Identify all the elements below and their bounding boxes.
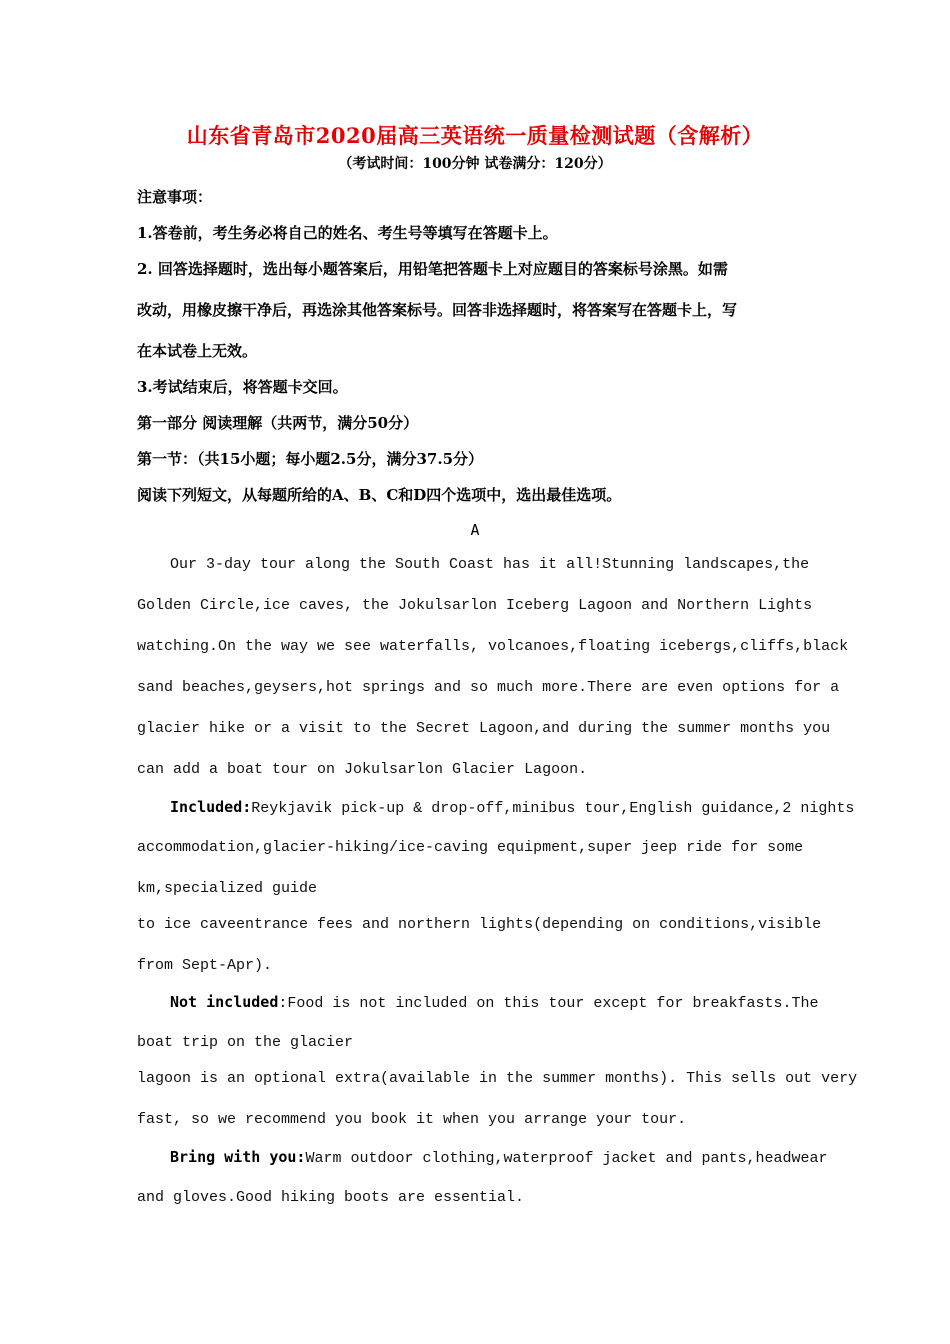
passage-line: and gloves.Good hiking boots are essential. bbox=[137, 1189, 525, 1206]
passage-line: Our 3-day tour along the South Coast has it all!Stunning landscapes,the bbox=[170, 556, 810, 573]
passage-line: can add a boat tour on Jokulsarlon Glacier Lagoon. bbox=[137, 761, 588, 778]
section1-heading: 第一节：（共15小题；每小题2.5分，满分37.5分） bbox=[137, 450, 484, 468]
reading-instruction: 阅读下列短文，从每题所给的A、B、C和D四个选项中，选出最佳选项。 bbox=[137, 486, 622, 504]
passage-line: watching.On the way we see waterfalls, volcanoes,floating icebergs,cliffs,black bbox=[137, 638, 849, 655]
passage-line: fast, so we recommend you book it when you arrange your tour. bbox=[137, 1111, 687, 1128]
passage-line: to ice caveentrance fees and northern lights(depending on conditions,visible bbox=[137, 916, 822, 933]
included-text: Reykjavik pick-up & drop-off,minibus tour,English guidance,2 nights bbox=[251, 800, 855, 817]
passage-line: boat trip on the glacier bbox=[137, 1034, 354, 1051]
note-line-2c: 在本试卷上无效。 bbox=[137, 342, 258, 360]
passage-line: km,specialized guide bbox=[137, 880, 318, 897]
exam-info: （考试时间：100分钟 试卷满分：120分） bbox=[338, 156, 612, 172]
included-line bbox=[170, 798, 854, 817]
note-line-1: 1.答卷前，考生务必将自己的姓名、考生号等填写在答题卡上。 bbox=[137, 224, 558, 242]
part1-heading: 第一部分 阅读理解（共两节，满分50分） bbox=[137, 414, 419, 432]
passage-line: accommodation,glacier-hiking/ice-caving equipment,super jeep ride for some bbox=[137, 839, 804, 856]
notes-heading: 注意事项： bbox=[137, 188, 213, 206]
document-title: 山东省青岛市2020届高三英语统一质量检测试题（含解析） bbox=[186, 123, 764, 148]
passage-line: lagoon is an optional extra(available in the summer months). This sells out very bbox=[137, 1070, 858, 1087]
bring-label: Bring with you: bbox=[170, 1148, 306, 1166]
note-line-2b: 改动，用橡皮擦干净后，再选涂其他答案标号。回答非选择题时，将答案写在答题卡上，写 bbox=[137, 301, 738, 319]
note-line-2a: 2. 回答选择题时，选出每小题答案后，用铅笔把答题卡上对应题目的答案标号涂黑。如需 bbox=[137, 260, 728, 278]
not-included-line bbox=[170, 993, 818, 1012]
bring-line bbox=[170, 1148, 828, 1167]
note-line-3: 3.考试结束后，将答题卡交回。 bbox=[137, 378, 348, 396]
included-label: Included: bbox=[170, 798, 252, 816]
passage-line: from Sept-Apr). bbox=[137, 957, 273, 974]
passage-line: sand beaches,geysers,hot springs and so much more.There are even options for a bbox=[137, 679, 840, 696]
passage-line: glacier hike or a visit to the Secret Lagoon,and during the summer months you bbox=[137, 720, 831, 737]
not-included-text: :Food is not included on this tour except for breakfasts.The bbox=[278, 995, 819, 1012]
passage-label: A bbox=[470, 521, 480, 539]
passage-line: Golden Circle,ice caves, the Jokulsarlon Iceberg Lagoon and Northern Lights bbox=[137, 597, 813, 614]
bring-text: Warm outdoor clothing,waterproof jacket and pants,headwear bbox=[305, 1150, 828, 1167]
not-included-label: Not included bbox=[170, 993, 279, 1011]
